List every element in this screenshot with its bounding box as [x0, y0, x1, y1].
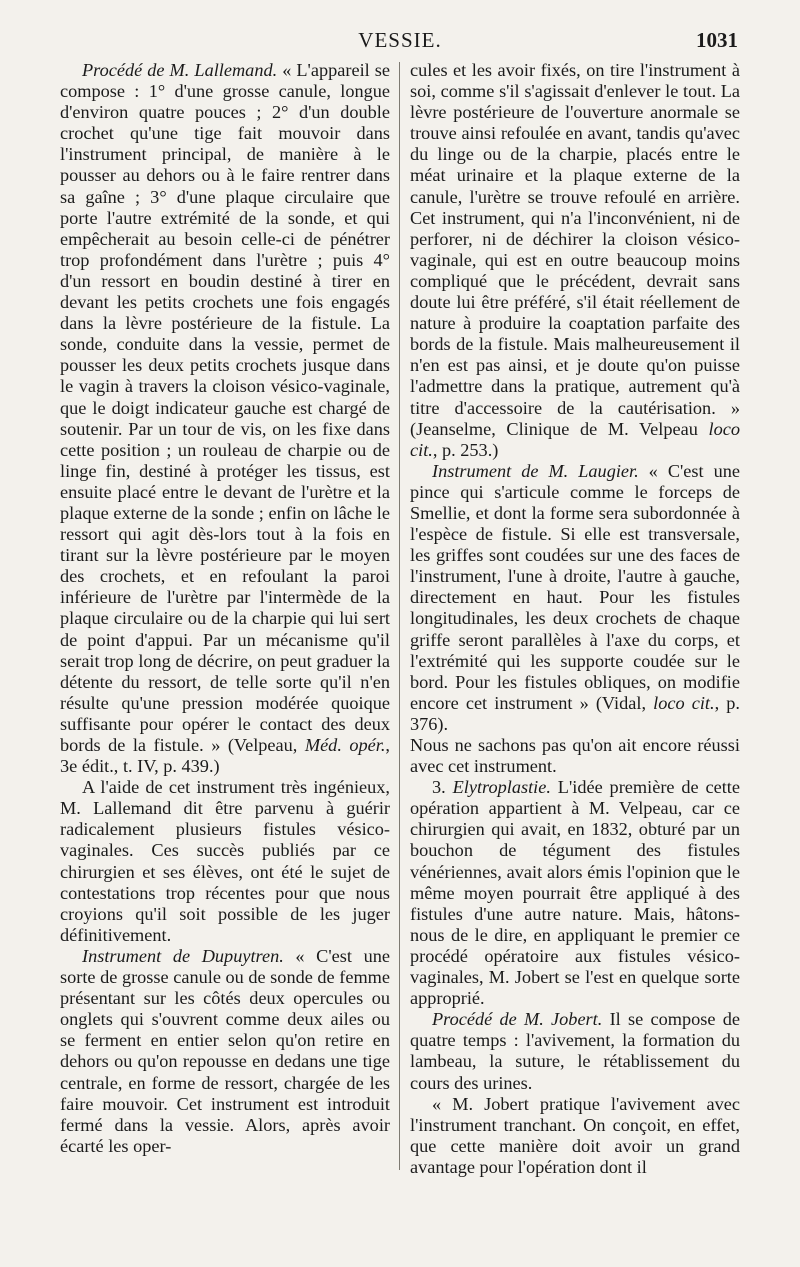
heading-lallemand: Procédé de M. Lallemand.: [82, 60, 278, 80]
right-column: [410, 60, 740, 1178]
heading-jobert: Procédé de M. Jobert.: [432, 1009, 603, 1030]
paragraph-text: cules et les avoir fixés, on tire l'instrument à soi, comme s'il s'agissait d'enlever le tout. La lèvre postérieure de l'ouverture anormale se trouve ainsi refoulée en avant, tandis qu'avec du linge ou de la charpie, placés entre le méat urinaire et la plaque externe de la canule, l'urètre se trouve refoulé en arrière. Cet instrument, qui n'a l'inconvénient, ni de perforer, ni de déchirer la cloison vésico-vaginale, qui est en outre beaucoup moins compliqué que le précédent, devrait sans doute lui être préféré, s'il était réellement de nature à produire la coaptation parfaite des bords de la fistule. Mais malheureusement il n'en est pas ainsi, et je doute qu'on puisse l'admettre dans la pratique, autrement qu'à titre d'accessoire de la cautérisation. » (Jeanselme, Clinique de M. Velpeau: [410, 60, 740, 439]
page-header: [0, 28, 800, 54]
paragraph-text-end: , p. 253.): [432, 439, 499, 460]
paragraph-conclusion: Nous ne sachons pas qu'on ait encore réussi avec cet instrument.: [410, 735, 740, 777]
paragraph-text-end: , 3e édit., t. IV, p. 439.): [60, 735, 390, 777]
heading-elytroplastie: Elytroplastie.: [452, 777, 551, 798]
left-column: [60, 60, 390, 1157]
paragraph-elytroplastie: [410, 777, 740, 1009]
paragraph-results: A l'aide de cet instrument très ingénieux, M. Lallemand dit être parvenu à guérir radicalement plusieurs fistules vésico-vaginales. Ces succès publiés par ce chirurgien et ses élèves, ont été le sujet de contestations trop récentes pour que nous croyions qu'il soit possible de les juger définitivement.: [60, 777, 390, 945]
heading-dupuytren: Instrument de Dupuytren.: [82, 945, 284, 966]
citation: Méd. opér.: [304, 735, 386, 755]
citation: loco cit.: [653, 692, 715, 713]
section-number: 3.: [432, 777, 453, 798]
paragraph-text-end: , p. 376).: [410, 692, 740, 734]
paragraph-text: L'idée première de cette opération appartient à M. Velpeau, car ce chirurgien qui avait, en 1832, obturé par un bouchon de tégument des fistules vénériennes, avait alors émis l'opinion que le même moyen pourrait être appliqué à des fistules d'une autre nature. Mais, hâtons-nous de le dire, en appliquant le premier ce procédé opératoire aux fistules vésico-vaginales, M. Jobert se l'est en quelque sorte approprié.: [410, 777, 740, 1009]
paragraph-text: « C'est une pince qui s'articule comme le forceps de Smellie, et dont la forme sera subordonnée à l'espèce de fistule. Si elle est transversale, les griffes sont coudées sur une des faces de l'instrument, l'une à droite, l'autre à gauche, directement en haut. Pour les fistules longitudinales, les deux crochets de chaque griffe seront parallèles à l'axe du corps, et l'extrémité qui les supporte coudée sur le bord. Pour les fistules obliques, on modifie encore cet instrument » (Vidal,: [410, 460, 740, 713]
paragraph-laugier: [410, 461, 740, 735]
page-number: 1031: [696, 28, 738, 52]
heading-laugier: Instrument de M. Laugier.: [432, 460, 639, 481]
paragraph-text: « C'est une sorte de grosse canule ou de sonde de femme présentant sur les côtés deux opercules ou onglets qui s'ouvrent comme deux ailes ou se ferment en entier selon qu'on retire en dehors ou qu'on repousse en dedans une tige centrale, en forme de ressort, chargée de les faire mouvoir. Cet instrument est introduit fermé dans la vessie. Alors, après avoir écarté les oper-: [60, 945, 390, 1156]
paragraph-jobert: [410, 1009, 740, 1093]
paragraph-avivement: « M. Jobert pratique l'avivement avec l'instrument tranchant. On conçoit, en effet, que cette manière doit avoir un grand avantage pour l'opération dont il: [410, 1093, 740, 1177]
paragraph-continued: [410, 60, 740, 461]
paragraph-text: Il se compose de quatre temps : l'avivement, la formation du lambeau, la suture, le rétablissement du cours des urines.: [410, 1009, 740, 1093]
column-divider: [399, 62, 400, 1170]
citation: loco cit.: [410, 418, 740, 460]
running-title: VESSIE.: [358, 28, 442, 52]
paragraph-text: « L'appareil se compose : 1° d'une grosse canule, longue d'environ quatre pouces ; 2° d'un double crochet qu'une tige fait mouvoir dans l'instrument principal, de manière à le pousser au dehors ou à le faire rentrer dans sa gaîne ; 3° d'une plaque circulaire que porte l'autre extrémité de la sonde, et qui empêcherait au besoin celle-ci de pénétrer trop profondément dans l'urètre ; puis 4° d'un ressort en boudin destiné à tirer en devant les petits crochets une fois engagés dans la lèvre postérieure de la fistule. La sonde, conduite dans la vessie, permet de pousser les deux petits crochets jusque dans le vagin à travers la cloison vésico-vaginale, que le doigt indicateur gauche est chargé de soutenir. Par un tour de vis, on les fixe dans cette position ; un rouleau de charpie ou de linge fin, destiné à protéger les tissus, est ensuite placé entre le devant de l'urètre et la plaque externe de la sonde ; enfin on lâche le ressort qui agit dès-lors tout à la fois en tirant sur la lèvre postérieure par le moyen des crochets, et en refoulant la paroi inférieure de l'urètre par l'intermède de la plaque circulaire ou de la charpie qui lui sert de point d'appui. Par un mécanisme qu'il serait trop long de décrire, on peut graduer la détente du ressort, de telle sorte qu'il n'en résulte qu'une pression modérée quoique suffisante pour opérer le contact des deux bords de la fistule. » (Velpeau,: [60, 60, 390, 755]
paragraph-lallemand: [60, 60, 390, 777]
paragraph-dupuytren: [60, 946, 390, 1157]
